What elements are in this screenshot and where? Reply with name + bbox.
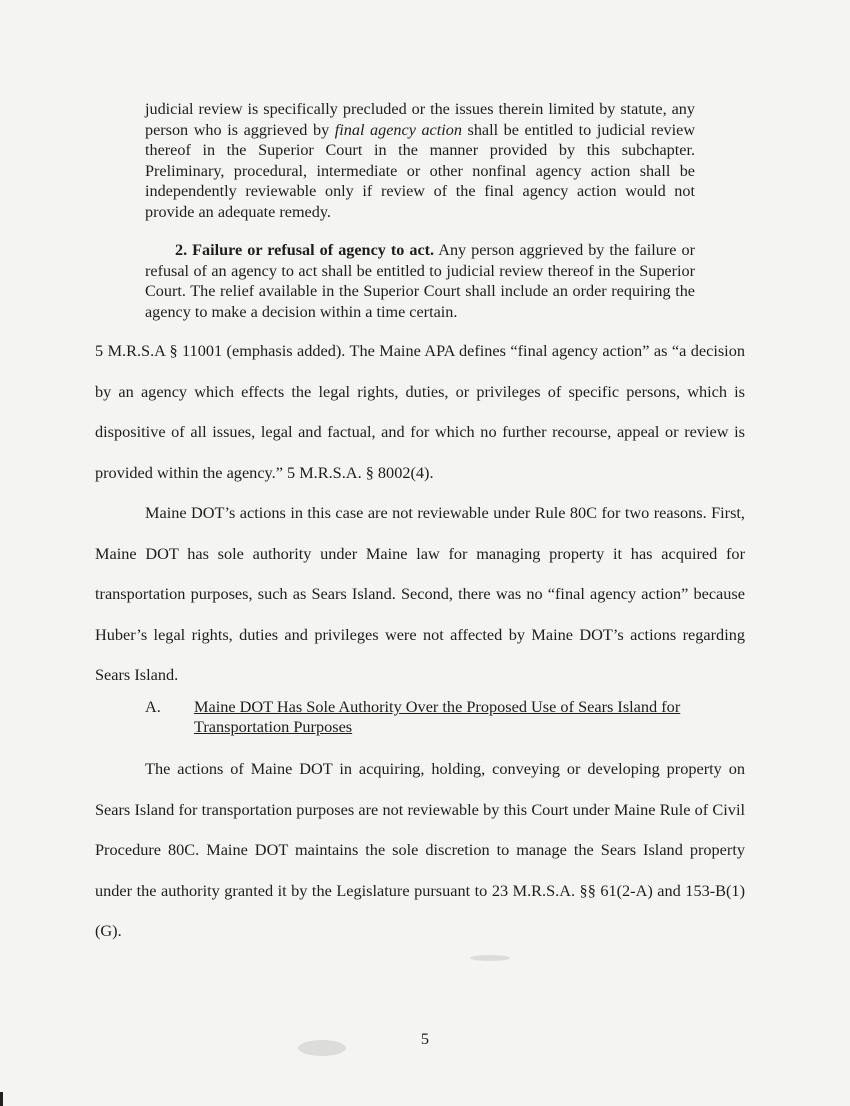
scan-edge-mark [0, 1092, 3, 1106]
quote-text-rest: shall be entitled to judicial review thereof in the Superior Court in the manner provided by this subchapter. Preliminary, procedural, intermediate or other nonfinal agency action shall be independently reviewable only if review of the final agency action would not provide an adequate remedy. [145, 120, 696, 221]
section-heading-letter: A. [145, 697, 161, 716]
statute-quote-subsection-2 [145, 240, 695, 322]
quote-text: judicial review is specifically precluded or the issues therein limited by statute, any person who is aggrieved by [145, 100, 695, 139]
scan-smudge [470, 955, 510, 961]
paragraph-citation: 5 M.R.S.A § 11001 (emphasis added). The Maine APA defines “final agency action” as “a decision by an agency which effects the legal rights, duties, or privileges of specific persons, which is dispositive of all issues, legal and factual, and for which no further recourse, appeal or review is provided within the agency.” 5 M.R.S.A. § 8002(4). [95, 341, 745, 482]
page-number: 5 [420, 1029, 430, 1048]
paragraph-reasons: Maine DOT’s actions in this case are not reviewable under Rule 80C for two reasons. First, Maine DOT has sole authority under Maine law for managing property it has acquired for transportation purposes, such as Sears Island. Second, there was no “final agency action” because Huber’s legal rights, duties and privileges were not affected by Maine DOT’s actions regarding Sears Island. [95, 503, 745, 685]
paragraph-sole-authority: The actions of Maine DOT in acquiring, holding, conveying or developing property on Sears Island for transportation purposes are not reviewable by this Court under Maine Rule of Civil Procedure 80C. Maine DOT maintains the sole discretion to manage the Sears Island property under the authority granted it by the Legislature pursuant to 23 M.R.S.A. §§ 61(2-A) and 153-B(1)(G). [95, 759, 745, 941]
scan-smudge [298, 1040, 346, 1056]
statute-quote-subsection-1 [145, 99, 695, 223]
subsection-heading: 2. Failure or refusal of agency to act. [175, 241, 435, 259]
section-heading-text: Maine DOT Has Sole Authority Over the Proposed Use of Sears Island for Transportation Purposes [194, 697, 681, 736]
quote-emphasis: final agency action [334, 120, 462, 139]
subsection-text: Any person aggrieved by the failure or refusal of an agency to act shall be entitled to judicial review thereof in the Superior Court. The relief available in the Superior Court shall include an order requiring the agency to make a decision within a time certain. [145, 241, 695, 321]
